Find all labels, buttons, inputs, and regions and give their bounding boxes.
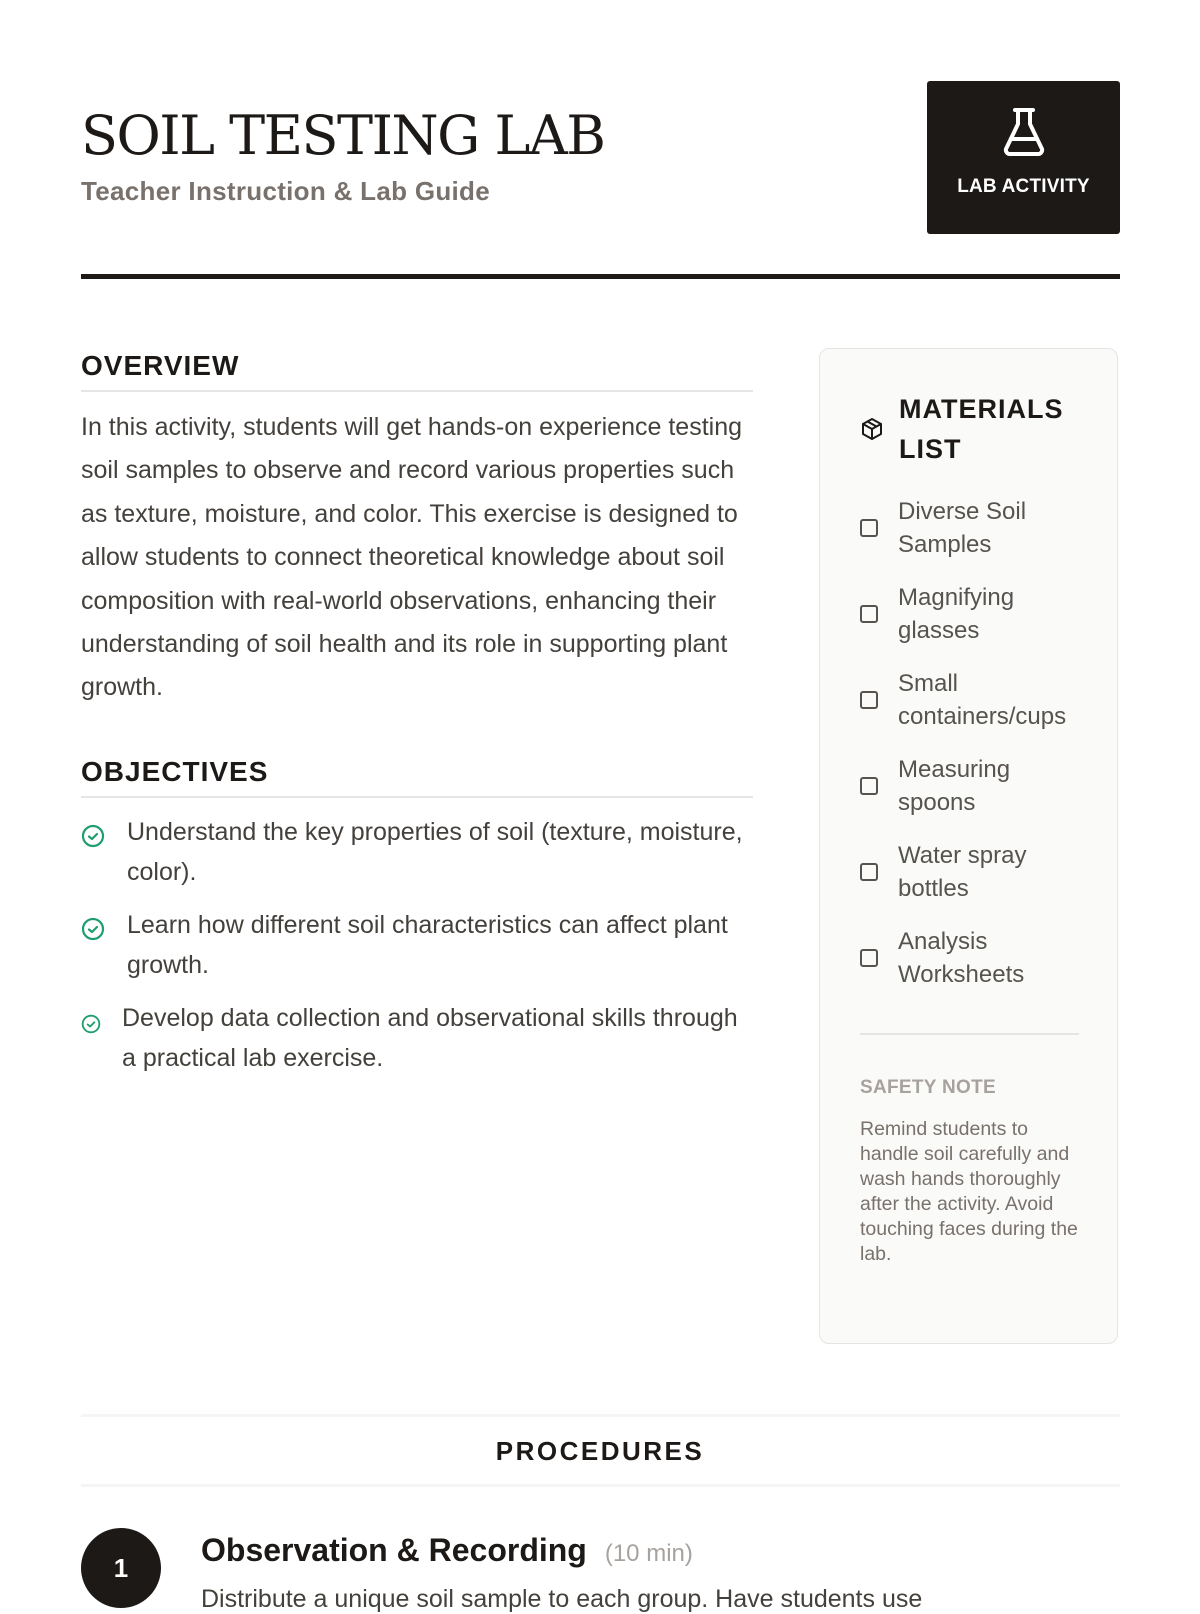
- material-item[interactable]: [860, 839, 1077, 905]
- checkbox[interactable]: [860, 863, 878, 881]
- objective-text: Develop data collection and observational skills through a practical lab exercise.: [122, 1003, 738, 1072]
- objective-item: [81, 905, 753, 985]
- checkbox[interactable]: [860, 949, 878, 967]
- box-icon: [860, 417, 884, 441]
- material-item[interactable]: [860, 667, 1077, 733]
- material-item[interactable]: [860, 753, 1077, 819]
- objectives-list: [81, 812, 753, 1078]
- material-label: Magnifying glasses: [898, 584, 1015, 644]
- procedures-divider-top: [81, 1414, 1120, 1417]
- material-label: Water spray bottles: [898, 842, 1027, 902]
- material-item[interactable]: [860, 495, 1077, 561]
- step-title: Observation & Recording: [201, 1532, 587, 1568]
- material-item[interactable]: [860, 581, 1077, 647]
- safety-note-text: Remind students to handle soil carefully and wash hands thoroughly after the activity. Avoid touching faces during the lab.: [860, 1118, 1078, 1265]
- page-title: SOIL TESTING LAB: [81, 104, 605, 167]
- main-column: [81, 350, 753, 1091]
- check-circle-icon: [81, 998, 122, 1078]
- page-subtitle: Teacher Instruction & Lab Guide: [81, 176, 490, 206]
- material-label: Analysis Worksheets: [898, 928, 1025, 988]
- objective-text: Learn how different soil characteristics can affect plant growth.: [127, 910, 728, 979]
- checkbox[interactable]: [860, 691, 878, 709]
- step-duration: (10 min): [604, 1540, 693, 1567]
- step-title-row: [201, 1532, 693, 1569]
- objective-text: Understand the key properties of soil (texture, moisture, color).: [127, 817, 743, 886]
- material-label: Measuring spoons: [898, 756, 1011, 816]
- overview-text: In this activity, students will get hands-on experience testing soil samples to observe and record various properties such as texture, moisture, and color. This exercise is designed to allow students to connect theoretical knowledge about soil composition with real-world observations, enhancing their understanding of soil health and its role in supporting plant growth.: [81, 413, 742, 702]
- header-divider: [81, 274, 1120, 279]
- checkbox[interactable]: [860, 777, 878, 795]
- lab-activity-badge: [927, 81, 1120, 234]
- badge-label: LAB ACTIVITY: [957, 176, 1090, 197]
- procedures-divider-bottom: [81, 1484, 1120, 1487]
- check-circle-icon: [81, 905, 127, 985]
- flask-icon: [1002, 107, 1046, 157]
- material-item[interactable]: [860, 925, 1077, 991]
- overview-heading: OVERVIEW: [81, 350, 753, 392]
- safety-note-heading: SAFETY NOTE: [860, 1077, 996, 1098]
- objective-item: [81, 998, 753, 1078]
- materials-heading: MATERIALS LIST: [899, 394, 1064, 464]
- objectives-heading: OBJECTIVES: [81, 756, 753, 798]
- checkbox[interactable]: [860, 605, 878, 623]
- check-circle-icon: [81, 812, 127, 892]
- materials-list: [860, 495, 1077, 991]
- material-label: Small containers/cups: [898, 670, 1067, 730]
- materials-panel: [819, 348, 1118, 1344]
- step-text: Distribute a unique soil sample to each group. Have students use: [201, 1585, 923, 1613]
- panel-divider: [860, 1033, 1079, 1035]
- checkbox[interactable]: [860, 519, 878, 537]
- objective-item: [81, 812, 753, 892]
- procedures-heading: PROCEDURES: [495, 1436, 705, 1466]
- material-label: Diverse Soil Samples: [898, 498, 1027, 558]
- step-number: 1: [81, 1528, 161, 1608]
